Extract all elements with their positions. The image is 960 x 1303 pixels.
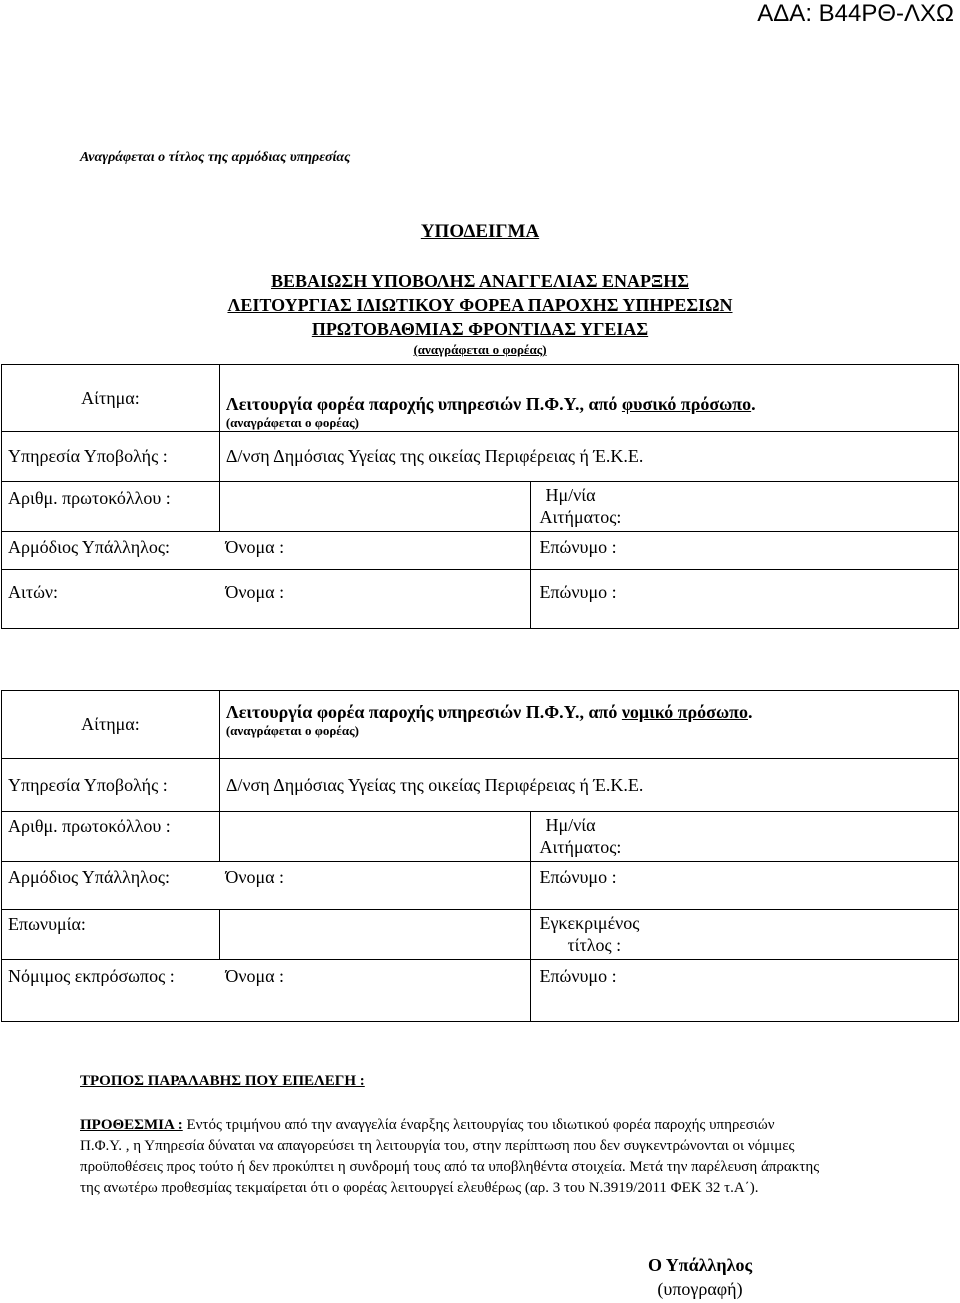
aitima-note-2: (αναγράφεται ο φορέας) [225,723,359,738]
date-cell-2 [531,812,959,862]
aitima-label-2: Αίτημα: [81,714,140,734]
aitima-label-cell [2,365,220,432]
aitima-label-cell-2 [2,691,220,759]
prothesmia-text: Εντός τριμήνου από την αναγγελία έναρξης λειτουργίας του ιδιωτικού φορέα παροχής υπηρεσιών Π.Φ.Υ. , η Υπηρεσία δύναται να απαγορεύσει τη λειτουργία του, στην περίπτωση που δεν συγκεντρώνονται οι νόμιμες προϋποθέσεις προς τούτο ή δεν προκύπτει η συνδρομή τους από τα υποβληθέντα στοιχεία. Μετά την παρέλευση άπρακτης της ανωτέρω προθεσμίας τεκμαίρεται ότι ο φορέας λειτουργεί ελευθέρως (αρ. 3 του Ν.3919/2011 ΦΕΚ 32 τ.Α΄). [80,1117,820,1196]
date-label-1-2: Ημ/νία [545,815,596,835]
eponymia-field[interactable] [219,910,531,960]
prothesmia-paragraph [80,1115,820,1199]
ypallilos-onoma[interactable] [219,532,531,570]
protokollo-label: Αριθμ. πρωτοκόλλου : [2,482,220,532]
protokollo-field[interactable] [219,482,531,532]
aiton-eponymo[interactable] [531,570,959,629]
aiton-eponymo-label: Επώνυμο : [539,582,617,602]
ypallilos-eponymo-2[interactable] [531,862,959,910]
service-title-note: Αναγράφεται ο τίτλος της αρμόδιας υπηρεσίας [80,150,351,165]
nomimos-onoma[interactable] [219,960,531,1022]
document-title: ΥΠΟΔΕΙΓΜΑ [420,221,540,242]
aitima-value-cell [219,365,958,432]
protokollo-field-2[interactable] [219,812,531,862]
ypiresia-value-2: Δ/νση Δημόσιας Υγείας της οικείας Περιφέρειας ή Έ.Κ.Ε. [219,759,958,812]
titlos-cell [531,910,959,960]
aitima-label: Αίτημα: [81,387,140,408]
onoma-label: Όνομα : [225,537,285,557]
form-natural-person [1,364,959,629]
titlos-label-2: τίτλος : [567,935,622,955]
titlos-label-1: Εγκεκριμένος [539,913,640,933]
form-legal-person [1,690,959,1022]
subtitle-line-2: ΛΕΙΤΟΥΡΓΙΑΣ ΙΔΙΩΤΙΚΟΥ ΦΟΡΕΑ ΠΑΡΟΧΗΣ ΥΠΗΡΕΣΙΩΝ [227,295,733,315]
date-label-1: Ημ/νία [545,485,596,505]
protokollo-label-2: Αριθμ. πρωτοκόλλου : [2,812,220,862]
ypiresia-value: Δ/νση Δημόσιας Υγείας της οικείας Περιφέρειας ή Έ.Κ.Ε. [219,432,958,482]
ypallilos-onoma-2[interactable] [219,862,531,910]
aitima-text: Λειτουργία φορέα παροχής υπηρεσιών Π.Φ.Υ., από φυσικό πρόσωπο. [225,394,756,414]
subtitle-line-1: ΒΕΒΑΙΩΣΗ ΥΠΟΒΟΛΗΣ ΑΝΑΓΓΕΛΙΑΣ ΕΝΑΡΞΗΣ [271,271,689,291]
aitima-value-cell-2 [219,691,958,759]
subtitle-note: (αναγράφεται ο φορέας) [413,342,547,357]
aiton-onoma-label: Όνομα : [225,582,285,602]
nomimos-label: Νόμιμος εκπρόσωπος : [2,960,220,1022]
ypiresia-label-2: Υπηρεσία Υποβολής : [2,759,220,812]
signature-title: Ο Υπάλληλος [647,1255,753,1275]
subtitle-line-3: ΠΡΩΤΟΒΑΘΜΙΑΣ ΦΡΟΝΤΙΔΑΣ ΥΓΕΙΑΣ [311,319,649,339]
aiton-onoma[interactable] [219,570,531,629]
ypallilos-eponymo[interactable] [531,532,959,570]
eponymia-label: Επωνυμία: [2,910,220,960]
aitima-text-2: Λειτουργία φορέα παροχής υπηρεσιών Π.Φ.Υ., από νομικό πρόσωπο. [225,702,753,722]
aiton-label: Αιτών: [2,570,220,629]
onoma-label-2: Όνομα : [225,867,285,887]
eponymo-label: Επώνυμο : [539,537,617,557]
ypiresia-label: Υπηρεσία Υποβολής : [2,432,220,482]
prothesmia-label: ΠΡΟΘΕΣΜΙΑ : [80,1117,183,1133]
eponymo-label-2: Επώνυμο : [539,867,617,887]
signature-note: (υπογραφή) [657,1279,743,1299]
nomimos-onoma-label: Όνομα : [225,966,285,986]
date-label-2: Αιτήματος: [539,507,622,527]
nomimos-eponymo-label: Επώνυμο : [539,966,617,986]
ypallilos-label-2: Αρμόδιος Υπάλληλος: [2,862,220,910]
date-cell [531,482,959,532]
aitima-note: (αναγράφεται ο φορέας) [225,415,359,430]
ypallilos-label: Αρμόδιος Υπάλληλος: [2,532,220,570]
nomimos-eponymo[interactable] [531,960,959,1022]
ada-code: ΑΔΑ: Β44ΡΘ-ΛΧΩ [757,0,954,27]
tropos-paralavis-heading: ΤΡΟΠΟΣ ΠΑΡΑΛΑΒΗΣ ΠΟΥ ΕΠΕΛΕΓΗ : [80,1073,365,1089]
date-label-2-2: Αιτήματος: [539,837,622,857]
